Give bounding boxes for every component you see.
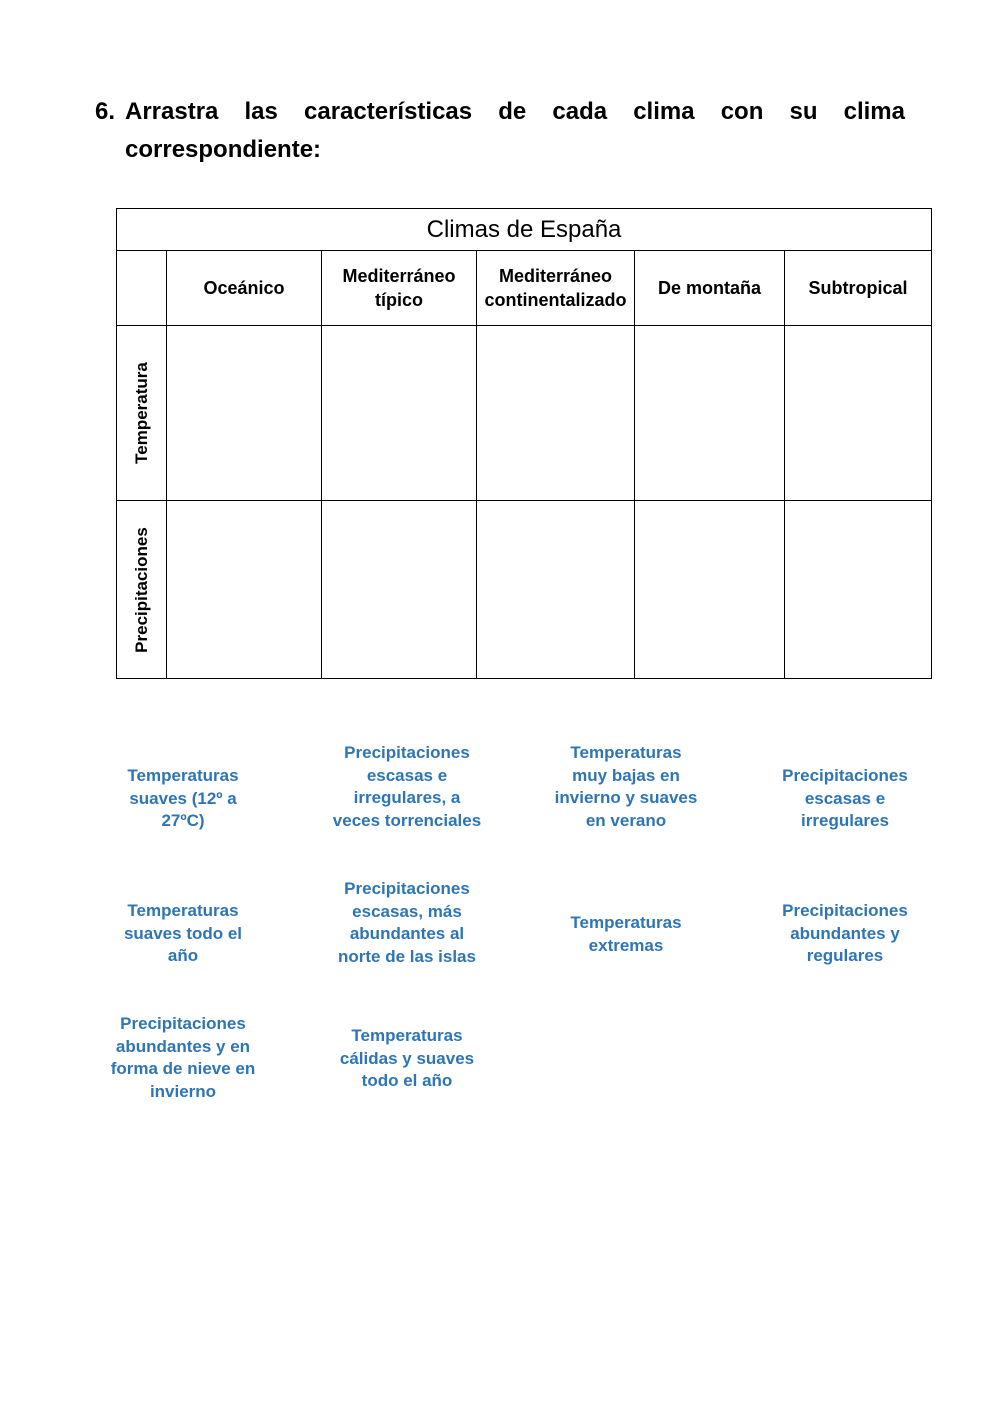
question-line-2: correspondiente: <box>125 136 322 163</box>
drop-zone-temperatura-mediterraneo-tipico[interactable] <box>322 326 477 501</box>
draggable-chip[interactable]: Temperaturas suaves todo el año <box>123 901 243 965</box>
row-label-text: Precipitaciones <box>131 526 151 653</box>
row-label-temperatura <box>117 326 167 501</box>
draggable-chip[interactable]: Precipitaciones escasas, más abundantes al norte de las islas <box>338 879 476 966</box>
question-text <box>125 93 905 169</box>
row-label-precipitaciones <box>117 501 167 679</box>
drop-zone-precipitaciones-mediterraneo-tipico[interactable] <box>322 501 477 679</box>
draggable-chip[interactable]: Precipitaciones abundantes y en forma de nieve en invierno <box>110 1014 256 1101</box>
draggable-chip[interactable]: Precipitaciones abundantes y regulares <box>782 901 908 965</box>
column-header-subtropical: Subtropical <box>785 251 932 326</box>
draggable-chip[interactable]: Temperaturas suaves (12º a 27ºC) <box>127 766 239 830</box>
column-header-mediterraneo-tipico: Mediterráneo típico <box>322 251 477 326</box>
question-line-1: Arrastra las características de cada clima con su clima <box>125 98 905 125</box>
question <box>95 93 905 169</box>
drop-zone-precipitaciones-oceanico[interactable] <box>167 501 322 679</box>
drop-zone-temperatura-oceanico[interactable] <box>167 326 322 501</box>
draggable-chip[interactable]: Precipitaciones escasas e irregulares <box>782 766 908 830</box>
corner-cell <box>117 251 167 326</box>
draggable-chip[interactable]: Precipitaciones escasas e irregulares, a veces torrenciales <box>332 743 482 830</box>
draggable-chip[interactable]: Temperaturas extremas <box>570 913 682 955</box>
drop-zone-precipitaciones-de-montana[interactable] <box>635 501 785 679</box>
drop-zone-temperatura-subtropical[interactable] <box>785 326 932 501</box>
drop-zone-temperatura-mediterraneo-continentalizado[interactable] <box>477 326 635 501</box>
column-header-oceanico: Oceánico <box>167 251 322 326</box>
drop-zone-precipitaciones-mediterraneo-continentalizado[interactable] <box>477 501 635 679</box>
drop-zone-temperatura-de-montana[interactable] <box>635 326 785 501</box>
column-header-de-montana: De montaña <box>635 251 785 326</box>
question-number: 6. <box>95 98 116 125</box>
drop-zone-precipitaciones-subtropical[interactable] <box>785 501 932 679</box>
table-title: Climas de España <box>117 209 932 251</box>
draggable-chip[interactable]: Temperaturas cálidas y suaves todo el año <box>339 1026 475 1090</box>
column-header-mediterraneo-continentalizado: Mediterráneo continentalizado <box>477 251 635 326</box>
draggable-chip[interactable]: Temperaturas muy bajas en invierno y suaves en verano <box>554 743 698 830</box>
climate-table <box>116 208 932 679</box>
row-label-text: Temperatura <box>131 362 151 464</box>
